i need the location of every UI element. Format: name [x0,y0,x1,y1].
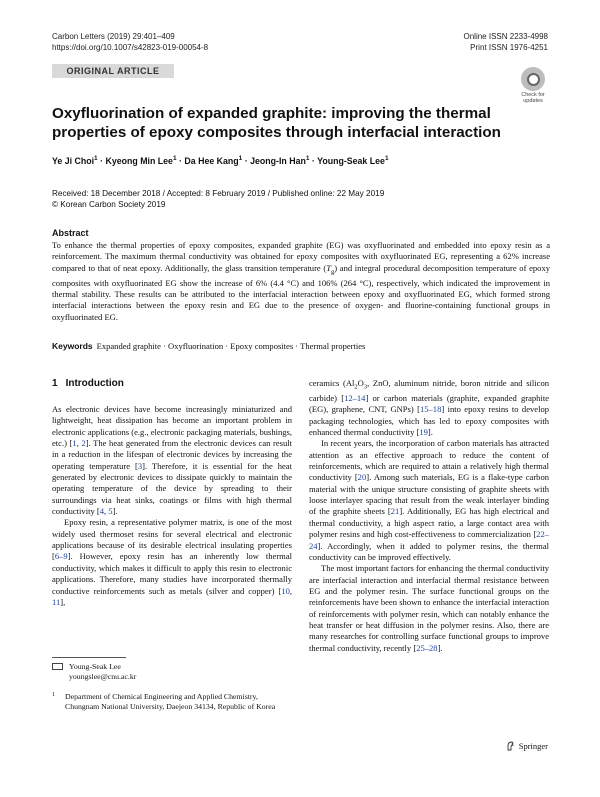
citation-link[interactable]: 19 [419,427,428,438]
citation-link[interactable]: 11 [52,596,61,607]
citation-link[interactable]: 12–14 [344,393,366,404]
keywords-text: Expanded graphite · Oxyfluorination · Epoxy composites · Thermal properties [96,341,366,351]
paragraph: The most important factors for enhancing the thermal conductivity are interfacial interaction and interfacial thermal resistance between EG and the polymer resin. The surface functional groups on the reinforcements have been shown to enhance the interfacial interaction of reinforcements with polymer resin, which can notably enhance the heat transfer or heat diffusion in the polymer resins. Also, there are many researches for controlling surface functional groups to improve thermal conductivity, recently [25–28]. [309,563,549,653]
citation-link[interactable]: 22–24 [309,529,549,551]
corresponding-author-name: Young-Seak Lee [69,662,121,671]
citation-link[interactable]: 2 [81,438,86,449]
keywords [52,341,550,351]
author-name[interactable]: Ye Ji Choi [52,155,95,166]
springer-horse-icon [506,741,515,751]
journal-header [52,31,208,53]
left-column [52,404,292,608]
paragraph: ceramics ($Al_2O_3$, ZnO, aluminum nitride, boron nitride and silicon carbide) [12–14] or carbon materials (graphite, expanded graphite (EG), graphene, CNT, GNPs) [15–18] into epoxy resins to develop packaging technologies, which has led to epoxy composites with enhanced thermal conductivity [19]. [309,378,549,438]
citation-link[interactable]: 5 [108,506,113,517]
article-title: Oxyfluorination of expanded graphite: improving the thermal properties of epoxy composites through interfacial interaction [52,105,501,141]
print-issn: Print ISSN 1976-4251 [470,43,548,52]
check-updates-icon [521,67,545,91]
author-name[interactable]: Jeong-In Han [250,155,306,166]
citation-link[interactable]: 20 [357,472,367,483]
section-heading: 1 Introduction [52,378,124,389]
doi-link[interactable]: https://doi.org/10.1007/s42823-019-00054-8 [52,43,209,52]
check-for-updates-button[interactable] [517,67,549,104]
abstract-text: To enhance the thermal properties of epoxy composites, expanded graphite (EG) was oxyfluorinated and embedded into epoxy resin as a reinforcement. The maximum thermal conductivity was obtained for epoxy composites with oxyfluorinated EG, representing a 62% increase compared to that of neat epoxy. Additionally, the glass transition temperature $(T_g)$ and integral procedural decomposition temperature of epoxy composites with oxyfluorinated EG show the increase of 6% (4.4 °C) and 106% (264 °C), respectively, which indicated the improvement in thermal stability. These results can be attributed to the interfacial interaction between epoxy and oxyfluorinated EG, which formed strong interfacial interactions between the epoxy resin and EG due to the presence of oxygen- and fluorine-containing functional groups in oxyfluorinated EG. [52,240,550,322]
paragraph: Epoxy resin, a representative polymer matrix, is one of the most widely used thermoset resins for several electrical and electronic applications because of its desirable electrical insulating properties [6–9]. However, epoxy resin has an inherently low thermal conductivity, which makes it difficult to apply this resin to electronic applications. Therefore, many studies have incorporated thermally conductive reinforcements such as metals (silver and copper) [10, 11], [52,517,292,607]
footnote-divider [52,657,126,658]
email-link[interactable]: youngslee@cnu.ac.kr [69,672,137,681]
author-list: Ye Ji Choi$^1$ · Kyeong Min Lee$^1$ · Da Hee Kang$^1$ · Jeong-In Han$^1$ · Young-Seak Lee$^1$ [52,155,389,166]
citation-link[interactable]: 15–18 [419,404,442,415]
citation-link[interactable]: 6–9 [54,551,68,562]
paragraph: In recent years, the incorporation of carbon materials has attracted attention as an effective approach to reduce the content of reinforcements, which are required to attain a relatively high thermal conductivity [20]. Among such materials, EG is a flake-type carbon material with the unique structure consisting of graphite sheets with loose interlayer spacing that result from the weak interlayer binding of the graphite sheets [21]. Additionally, EG has high electrical and thermal conductivity, a high aspect ratio, a large contact area with polymer resins and high cost-effectiveness to commercialization [22–24]. Accordingly, when it added to polymer resins, the thermal conductivity can be improved effectively. [309,438,549,562]
paragraph: As electronic devices have become increasingly miniaturized and lightweight, heat dissipation has become an important problem in electronic applications (e.g., electronic packaging materials, bushings, etc.) [1, 2]. The heat generated from the electronic devices can result in a reduction in the lifespan of electronic devices by increasing the operating temperature [3]. Therefore, it is essential for the heat generated by electronic devices to dissipate quickly to maintain the operating temperature of the device by spreading to their surroundings via heat sinks, coatings or films with high thermal conductivity [4, 5]. [52,404,292,517]
citation-link[interactable]: 3 [137,460,143,471]
issn-header [464,31,549,53]
copyright: © Korean Carbon Society 2019 [52,200,166,209]
publisher-logo [506,741,548,751]
citation-link[interactable]: 4 [99,506,104,517]
corresponding-author [52,662,292,682]
author-name[interactable]: Young-Seak Lee [317,155,385,166]
author-name[interactable]: Da Hee Kang [184,155,239,166]
citation-link[interactable]: 1 [72,438,77,449]
article-type-banner: ORIGINAL ARTICLE [52,64,174,78]
publisher-name: Springer [518,741,548,751]
affiliation-footnote: 1 Department of Chemical Engineering and Applied Chemistry, Chungnam National University, Daejeon 34134, Republic of Korea [52,692,276,711]
citation-link[interactable]: 21 [390,506,400,517]
online-issn: Online ISSN 2233-4998 [463,32,548,41]
keywords-label: Keywords [52,341,93,351]
right-column [309,378,549,654]
citation-link[interactable]: 10 [281,585,290,596]
envelope-icon [52,663,63,670]
author-name[interactable]: Kyeong Min Lee [105,155,173,166]
citation-link[interactable]: 25–28 [416,642,438,653]
publication-dates: Received: 18 December 2018 / Accepted: 8 February 2019 / Published online: 22 May 2019 © Korean Carbon Society 2019 [52,188,552,210]
check-updates-label: Check for updates [521,92,545,104]
abstract-heading: Abstract [52,228,89,238]
journal-citation: Carbon Letters (2019) 29:401–409 [52,32,175,41]
